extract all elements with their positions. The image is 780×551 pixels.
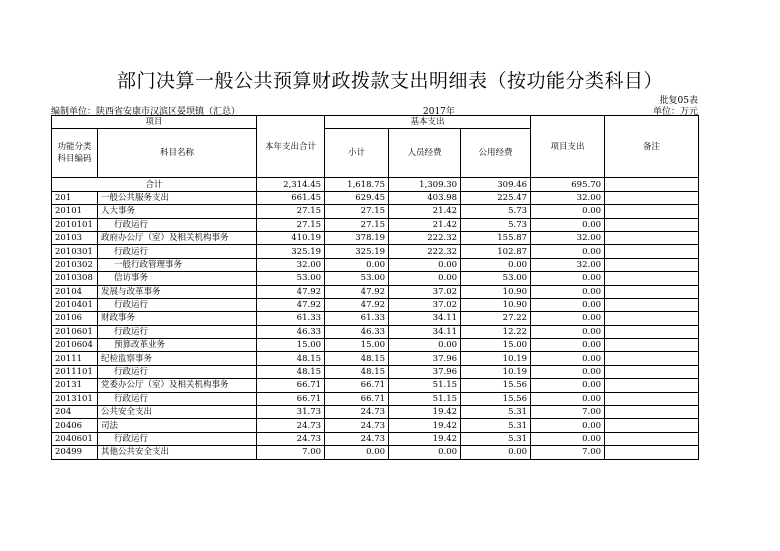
total-cell: 24.73 [257,419,325,432]
personnel-cell: 21.42 [389,205,461,218]
code-cell: 2010101 [52,218,98,231]
subtotal-cell: 0.00 [325,446,389,459]
remark-cell [605,285,699,298]
project-cell: 0.00 [531,432,605,445]
table-row [52,312,699,325]
remark-cell [605,325,699,338]
remark-cell [605,446,699,459]
personnel-cell: 403.98 [389,191,461,204]
table-row [52,392,699,405]
total-cell: 48.15 [257,365,325,378]
table-row [52,285,699,298]
public-cell: 53.00 [461,272,531,285]
public-cell: 10.19 [461,365,531,378]
public-cell: 309.46 [461,178,531,191]
subtotal-cell: 61.33 [325,312,389,325]
remark-cell [605,231,699,244]
project-cell: 32.00 [531,231,605,244]
name-cell: 其他公共安全支出 [98,446,257,459]
name-cell: 行政运行 [98,432,257,445]
total-cell: 53.00 [257,272,325,285]
code-cell: 20106 [52,312,98,325]
header-total: 本年支出合计 [257,116,325,178]
public-cell: 10.90 [461,285,531,298]
project-cell: 0.00 [531,325,605,338]
project-cell: 0.00 [531,392,605,405]
name-cell: 行政运行 [98,325,257,338]
subtotal-cell: 46.33 [325,325,389,338]
personnel-cell: 1,309.30 [389,178,461,191]
header-code: 功能分类科目编码 [52,129,98,178]
personnel-cell: 34.11 [389,325,461,338]
table-row [52,339,699,352]
remark-cell [605,352,699,365]
table-row [52,218,699,231]
table-row [52,379,699,392]
remark-cell [605,272,699,285]
personnel-cell: 19.42 [389,432,461,445]
public-cell: 15.00 [461,339,531,352]
subtotal-cell: 629.45 [325,191,389,204]
personnel-cell: 37.96 [389,365,461,378]
name-cell: 行政运行 [98,218,257,231]
total-label: 合计 [52,178,257,191]
project-cell: 0.00 [531,339,605,352]
name-cell: 一般公共服务支出 [98,191,257,204]
remark-cell [605,406,699,419]
name-cell: 公共安全支出 [98,406,257,419]
personnel-cell: 222.32 [389,245,461,258]
project-cell: 695.70 [531,178,605,191]
remark-cell [605,245,699,258]
name-cell: 行政运行 [98,392,257,405]
header-remark: 备注 [605,116,699,178]
project-cell: 0.00 [531,419,605,432]
subtotal-cell: 66.71 [325,379,389,392]
personnel-cell: 51.15 [389,392,461,405]
personnel-cell: 37.02 [389,285,461,298]
total-cell: 66.71 [257,392,325,405]
remark-cell [605,432,699,445]
subtotal-cell: 378.19 [325,231,389,244]
name-cell: 行政运行 [98,365,257,378]
code-cell: 20104 [52,285,98,298]
code-cell: 2010601 [52,325,98,338]
remark-cell [605,205,699,218]
public-cell: 102.87 [461,245,531,258]
project-cell: 0.00 [531,272,605,285]
header-basic: 基本支出 [325,116,531,129]
subtotal-cell: 24.73 [325,432,389,445]
personnel-cell: 0.00 [389,446,461,459]
code-cell: 2010308 [52,272,98,285]
subtotal-cell: 48.15 [325,352,389,365]
public-cell: 155.87 [461,231,531,244]
code-cell: 2040601 [52,432,98,445]
table-row [52,325,699,338]
name-cell: 行政运行 [98,298,257,311]
table-row [52,245,699,258]
name-cell: 纪检监察事务 [98,352,257,365]
table-row [52,258,699,271]
public-cell: 5.31 [461,406,531,419]
remark-cell [605,218,699,231]
page-title: 部门决算一般公共预算财政拨款支出明细表（按功能分类科目） [116,70,663,92]
code-cell: 204 [52,406,98,419]
public-cell: 12.22 [461,325,531,338]
total-cell: 61.33 [257,312,325,325]
personnel-cell: 21.42 [389,218,461,231]
project-cell: 0.00 [531,312,605,325]
public-cell: 5.73 [461,218,531,231]
public-cell: 15.56 [461,392,531,405]
table-row [52,419,699,432]
code-cell: 20101 [52,205,98,218]
total-cell: 66.71 [257,379,325,392]
header-subtotal: 小计 [325,129,389,178]
subtotal-cell: 47.92 [325,298,389,311]
name-cell: 政府办公厅（室）及相关机构事务 [98,231,257,244]
remark-cell [605,298,699,311]
name-cell: 人大事务 [98,205,257,218]
subtotal-cell: 1,618.75 [325,178,389,191]
public-cell: 0.00 [461,446,531,459]
total-row [52,178,699,191]
name-cell: 司法 [98,419,257,432]
total-cell: 27.15 [257,218,325,231]
table-row [52,205,699,218]
total-cell: 47.92 [257,298,325,311]
personnel-cell: 37.96 [389,352,461,365]
public-cell: 0.00 [461,258,531,271]
code-cell: 20131 [52,379,98,392]
public-cell: 10.90 [461,298,531,311]
total-cell: 46.33 [257,325,325,338]
currency-unit: 单位：万元 [652,107,698,117]
remark-cell [605,312,699,325]
project-cell: 7.00 [531,406,605,419]
project-cell: 0.00 [531,205,605,218]
project-cell: 0.00 [531,218,605,231]
table-row [52,406,699,419]
total-cell: 31.73 [257,406,325,419]
personnel-cell: 37.02 [389,298,461,311]
personnel-cell: 0.00 [389,272,461,285]
code-cell: 20499 [52,446,98,459]
public-cell: 5.73 [461,205,531,218]
project-cell: 0.00 [531,365,605,378]
subtotal-cell: 24.73 [325,406,389,419]
remark-cell [605,419,699,432]
subtotal-cell: 66.71 [325,392,389,405]
remark-cell [605,339,699,352]
total-cell: 32.00 [257,258,325,271]
remark-cell [605,379,699,392]
header-project: 项目支出 [531,116,605,178]
form-number: 批复05表 [659,96,698,106]
name-cell: 发展与改革事务 [98,285,257,298]
code-cell: 2010401 [52,298,98,311]
project-cell: 32.00 [531,191,605,204]
personnel-cell: 51.15 [389,379,461,392]
code-cell: 2010604 [52,339,98,352]
code-cell: 2011101 [52,365,98,378]
name-cell: 预算改革业务 [98,339,257,352]
report-year: 2017年 [423,107,455,117]
name-cell: 行政运行 [98,245,257,258]
table-row [52,298,699,311]
compiling-unit: 编制单位：陕西省安康市汉滨区晏坝镇（汇总） [51,107,241,117]
name-cell: 信访事务 [98,272,257,285]
personnel-cell: 222.32 [389,231,461,244]
table-row [52,231,699,244]
expenditure-table [51,115,699,460]
total-cell: 2,314.45 [257,178,325,191]
public-cell: 27.22 [461,312,531,325]
code-cell: 20111 [52,352,98,365]
subtotal-cell: 24.73 [325,419,389,432]
remark-cell [605,258,699,271]
table-row [52,352,699,365]
remark-cell [605,392,699,405]
total-cell: 24.73 [257,432,325,445]
total-cell: 27.15 [257,205,325,218]
project-cell: 7.00 [531,446,605,459]
project-cell: 0.00 [531,352,605,365]
code-cell: 2010302 [52,258,98,271]
header-public: 公用经费 [461,129,531,178]
code-cell: 20406 [52,419,98,432]
subtotal-cell: 0.00 [325,258,389,271]
subtotal-cell: 15.00 [325,339,389,352]
total-cell: 48.15 [257,352,325,365]
project-cell: 0.00 [531,285,605,298]
header-personnel: 人员经费 [389,129,461,178]
name-cell: 财政事务 [98,312,257,325]
total-cell: 661.45 [257,191,325,204]
code-cell: 2010301 [52,245,98,258]
personnel-cell: 19.42 [389,419,461,432]
personnel-cell: 34.11 [389,312,461,325]
subtotal-cell: 325.19 [325,245,389,258]
project-cell: 32.00 [531,258,605,271]
project-cell: 0.00 [531,379,605,392]
name-cell: 一般行政管理事务 [98,258,257,271]
table-row [52,272,699,285]
public-cell: 5.31 [461,432,531,445]
project-cell: 0.00 [531,245,605,258]
code-cell: 20103 [52,231,98,244]
subtotal-cell: 48.15 [325,365,389,378]
total-cell: 7.00 [257,446,325,459]
remark-cell [605,178,699,191]
subtotal-cell: 27.15 [325,218,389,231]
code-cell: 2013101 [52,392,98,405]
table-row [52,432,699,445]
personnel-cell: 19.42 [389,406,461,419]
personnel-cell: 0.00 [389,258,461,271]
header-item: 项目 [52,116,257,129]
subtotal-cell: 53.00 [325,272,389,285]
header-name: 科目名称 [98,129,257,178]
public-cell: 10.19 [461,352,531,365]
public-cell: 225.47 [461,191,531,204]
code-cell: 201 [52,191,98,204]
public-cell: 5.31 [461,419,531,432]
subtotal-cell: 47.92 [325,285,389,298]
personnel-cell: 0.00 [389,339,461,352]
public-cell: 15.56 [461,379,531,392]
total-cell: 15.00 [257,339,325,352]
table-row [52,446,699,459]
table-row [52,191,699,204]
remark-cell [605,191,699,204]
remark-cell [605,365,699,378]
project-cell: 0.00 [531,298,605,311]
subtotal-cell: 27.15 [325,205,389,218]
total-cell: 410.19 [257,231,325,244]
table-row [52,365,699,378]
name-cell: 党委办公厅（室）及相关机构事务 [98,379,257,392]
total-cell: 47.92 [257,285,325,298]
total-cell: 325.19 [257,245,325,258]
